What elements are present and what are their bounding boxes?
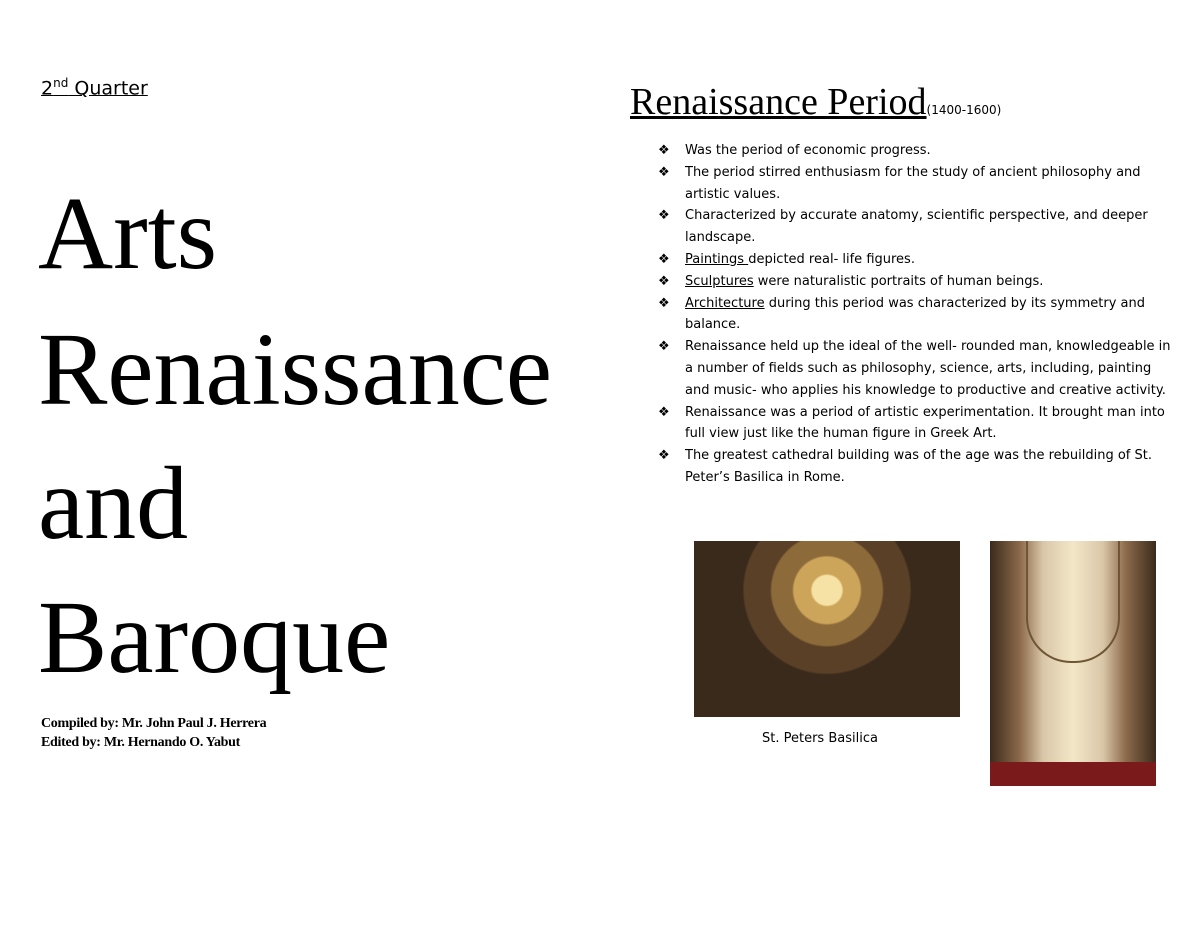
diamond-bullet-icon: ❖: [658, 448, 670, 464]
diamond-bullet-icon: ❖: [658, 339, 670, 355]
diamond-bullet-icon: ❖: [658, 251, 670, 267]
bullet-item: [658, 249, 1178, 271]
bullet-text: during this period was characterized by its symmetry and balance.: [685, 295, 1145, 333]
bullet-item: [658, 402, 1178, 446]
bullet-keyword: Paintings: [685, 251, 749, 267]
bullet-list: [658, 140, 1178, 489]
diamond-bullet-icon: ❖: [658, 273, 670, 289]
diamond-bullet-icon: ❖: [658, 164, 670, 180]
cover-title-line: Baroque: [38, 580, 391, 695]
bullet-item: [658, 205, 1178, 249]
section-title-text: Renaissance Period: [630, 81, 927, 123]
edited-by: Edited by: Mr. Hernando O. Yabut: [41, 735, 241, 750]
cover-title-line: Arts: [38, 176, 218, 291]
compiled-by: Compiled by: Mr. John Paul J. Herrera: [41, 716, 267, 731]
bullet-text: depicted real- life figures.: [748, 251, 915, 267]
bullet-item: [658, 293, 1178, 337]
bullet-text: The period stirred enthusiasm for the study of ancient philosophy and artistic values.: [685, 164, 1141, 202]
photo-caption: St. Peters Basilica: [762, 731, 878, 746]
credits: [41, 714, 266, 752]
diamond-bullet-icon: ❖: [658, 295, 670, 311]
bullet-text: The greatest cathedral building was of the age was the rebuilding of St. Peter’s Basilica in Rome.: [685, 448, 1152, 485]
bullet-item: [658, 336, 1178, 401]
bullet-keyword: Architecture: [685, 295, 765, 311]
diamond-bullet-icon: ❖: [658, 404, 670, 420]
bullet-text: Characterized by accurate anatomy, scientific perspective, and deeper landscape.: [685, 208, 1148, 246]
cover-title-line: Renaissance: [38, 312, 553, 427]
nave-photo: [990, 541, 1156, 786]
quarter-label: 2nd Quarter: [41, 76, 148, 100]
bullet-item: [658, 140, 1178, 162]
bullet-text: Renaissance was a period of artistic experimentation. It brought man into full view just like the human figure in Greek Art.: [685, 404, 1165, 442]
cover-title-line: and: [38, 446, 189, 561]
section-title: [630, 80, 1001, 124]
section-dates: (1400-1600): [926, 103, 1002, 117]
bullet-keyword: Sculptures: [685, 273, 754, 289]
bullet-item: [658, 445, 1178, 489]
bullet-item: [658, 271, 1178, 293]
diamond-bullet-icon: ❖: [658, 208, 670, 224]
bullet-text: were naturalistic portraits of human beings.: [753, 273, 1044, 289]
bullet-item: [658, 162, 1178, 206]
dome-photo: [694, 541, 960, 717]
diamond-bullet-icon: ❖: [658, 143, 670, 158]
bullet-text: Was the period of economic progress.: [685, 143, 931, 158]
bullet-text: Renaissance held up the ideal of the well- rounded man, knowledgeable in a number of fields such as philosophy, science, arts, including, painting and music- who applies his knowledge to productive and creative activity.: [685, 339, 1171, 398]
